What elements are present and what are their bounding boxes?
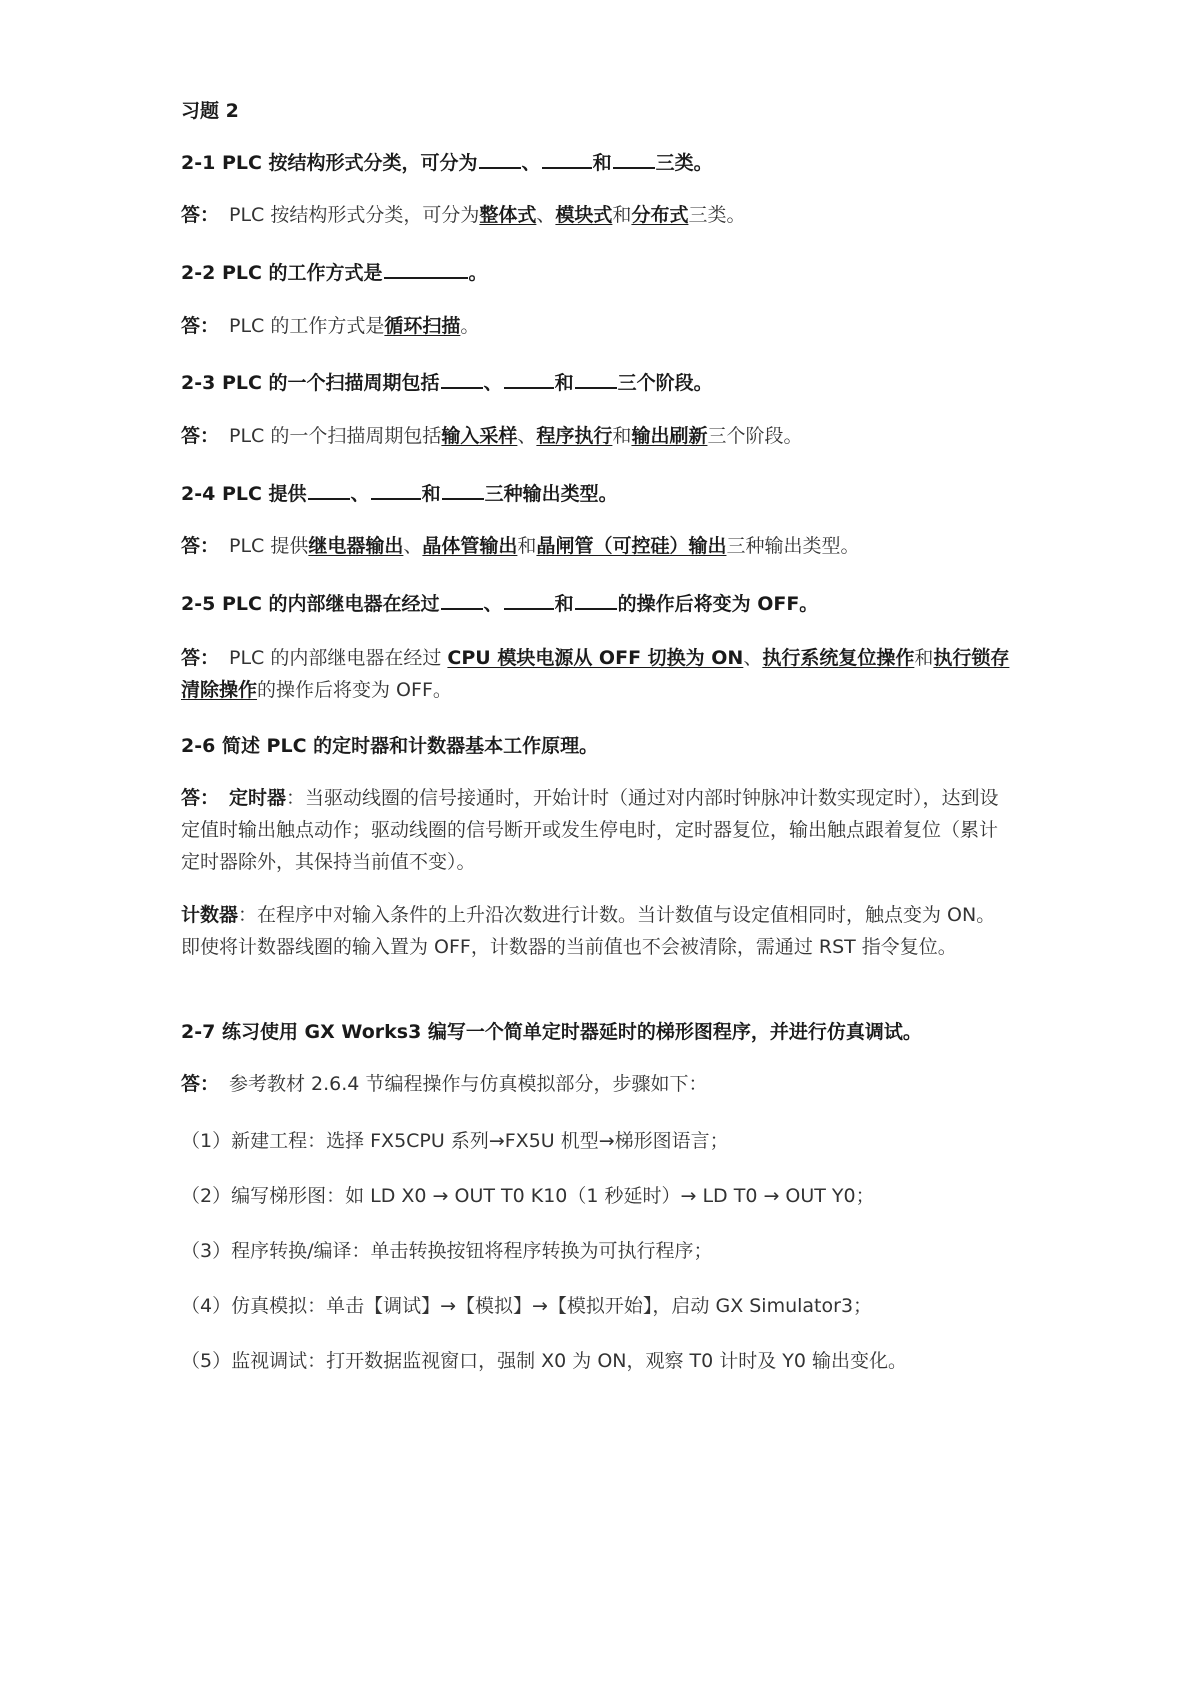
separator: 和 [517, 535, 537, 557]
answer-text: PLC 提供 [229, 535, 309, 557]
answer-2-6-counter [181, 899, 1011, 963]
answer-text: PLC 的工作方式是 [229, 315, 385, 337]
timer-label: 定时器 [229, 787, 287, 809]
answer-2-4 [181, 530, 1011, 562]
answer-blank [308, 481, 350, 500]
answer-blank [575, 591, 617, 610]
counter-label: 计数器 [181, 904, 239, 926]
answer-label: 答： [181, 425, 220, 447]
answer-text: PLC 的内部继电器在经过 [229, 647, 448, 669]
step-item: （3）程序转换/编译：单击转换按钮将程序转换为可执行程序； [181, 1240, 713, 1262]
separator: 、 [517, 425, 537, 447]
question-text: 2-2 PLC 的工作方式是 [181, 262, 383, 284]
answer-2-6-timer [181, 782, 1011, 878]
answer-text: 参考教材 2.6.4 节编程操作与仿真模拟部分，步骤如下： [229, 1073, 708, 1095]
answer-label: 答： [181, 647, 220, 669]
answer-blank [441, 370, 483, 389]
answer-keyword: 整体式 [479, 204, 537, 226]
answer-2-2 [181, 310, 1011, 342]
separator: 、 [403, 535, 423, 557]
answer-blank [542, 150, 592, 169]
step-item: （1）新建工程：选择 FX5CPU 系列→FX5U 机型→梯形图语言； [181, 1130, 729, 1152]
counter-description: ：在程序中对输入条件的上升沿次数进行计数。当计数值与设定值相同时，触点变为 ON。即使将计数器线圈的输入置为 OFF，计数器的当前值也不会被清除，需通过 RST 指令复位。 [181, 904, 996, 958]
question-2-3 [181, 370, 1011, 396]
question-text: 。 [468, 262, 488, 284]
answer-keyword: 晶闸管（可控硅）输出 [536, 535, 727, 557]
answer-blank [371, 481, 421, 500]
answer-text: 三类。 [688, 204, 746, 226]
separator: 和 [612, 204, 632, 226]
separator: 和 [914, 647, 934, 669]
answer-label: 答： [181, 315, 220, 337]
question-text: 的操作后将变为 OFF。 [617, 593, 819, 615]
answer-blank [442, 481, 484, 500]
question-2-6: 2-6 简述 PLC 的定时器和计数器基本工作原理。 [181, 735, 599, 757]
question-text: 三个阶段。 [617, 372, 713, 394]
step-item: （5）监视调试：打开数据监视窗口，强制 X0 为 ON，观察 T0 计时及 Y0 输出变化。 [181, 1350, 908, 1372]
question-2-2 [181, 260, 1011, 286]
answer-blank [504, 370, 554, 389]
answer-keyword: 继电器输出 [308, 535, 404, 557]
separator: 和 [592, 152, 612, 174]
question-text: 2-5 PLC 的内部继电器在经过 [181, 593, 440, 615]
question-2-7: 2-7 练习使用 GX Works3 编写一个简单定时器延时的梯形图程序，并进行仿真调试。 [181, 1021, 922, 1043]
answer-text: 三种输出类型。 [726, 535, 860, 557]
answer-label: 答： [181, 535, 220, 557]
separator: 、 [483, 372, 503, 394]
question-text: 2-1 PLC 按结构形式分类，可分为 [181, 152, 478, 174]
answer-text: 。 [460, 315, 480, 337]
answer-blank [441, 591, 483, 610]
timer-description: ：当驱动线圈的信号接通时，开始计时（通过对内部时钟脉冲计数实现定时），达到设定值时输出触点动作；驱动线圈的信号断开或发生停电时，定时器复位，输出触点跟着复位（累计定时器除外，其保持当前值不变）。 [181, 787, 999, 873]
question-text: 2-3 PLC 的一个扫描周期包括 [181, 372, 440, 394]
separator: 、 [536, 204, 556, 226]
answer-2-3 [181, 420, 1011, 452]
question-2-5 [181, 591, 1011, 617]
separator: 和 [612, 425, 632, 447]
separator: 和 [421, 483, 441, 505]
answer-2-5 [181, 642, 1011, 706]
separator: 、 [350, 483, 370, 505]
question-text: 三类。 [655, 152, 713, 174]
answer-keyword: 执行锁存清除操作 [181, 647, 1010, 701]
answer-keyword: 晶体管输出 [422, 535, 518, 557]
step-item: （4）仿真模拟：单击【调试】→【模拟】→【模拟开始】，启动 GX Simulator3； [181, 1295, 873, 1317]
answer-text: 的操作后将变为 OFF。 [257, 679, 452, 701]
answer-label: 答： [181, 1073, 220, 1095]
answer-text: 三个阶段。 [707, 425, 803, 447]
separator: 、 [521, 152, 541, 174]
separator: 、 [483, 593, 503, 615]
answer-blank [575, 370, 617, 389]
separator: 、 [743, 647, 763, 669]
answer-keyword: 输出刷新 [631, 425, 708, 447]
answer-blank [504, 591, 554, 610]
answer-2-1 [181, 199, 1011, 231]
answer-label: 答： [181, 787, 220, 809]
answer-2-7-intro [181, 1068, 1011, 1100]
answer-label: 答： [181, 204, 220, 226]
page-title: 习题 2 [181, 100, 239, 122]
answer-blank [384, 260, 468, 279]
answer-text: PLC 的一个扫描周期包括 [229, 425, 442, 447]
question-text: 三种输出类型。 [484, 483, 618, 505]
answer-blank [479, 150, 521, 169]
answer-keyword: CPU 模块电源从 OFF 切换为 ON [447, 647, 744, 669]
step-item: （2）编写梯形图：如 LD X0 → OUT T0 K10（1 秒延时）→ LD T0 → OUT Y0； [181, 1185, 875, 1207]
answer-keyword: 输入采样 [441, 425, 518, 447]
answer-keyword: 分布式 [631, 204, 689, 226]
question-2-1 [181, 150, 1011, 176]
separator: 和 [554, 372, 574, 394]
answer-keyword: 循环扫描 [384, 315, 461, 337]
answer-blank [613, 150, 655, 169]
answer-keyword: 程序执行 [536, 425, 613, 447]
question-2-4 [181, 481, 1011, 507]
separator: 和 [554, 593, 574, 615]
answer-keyword: 模块式 [555, 204, 613, 226]
answer-keyword: 执行系统复位操作 [762, 647, 915, 669]
answer-text: PLC 按结构形式分类，可分为 [229, 204, 480, 226]
question-text: 2-4 PLC 提供 [181, 483, 307, 505]
